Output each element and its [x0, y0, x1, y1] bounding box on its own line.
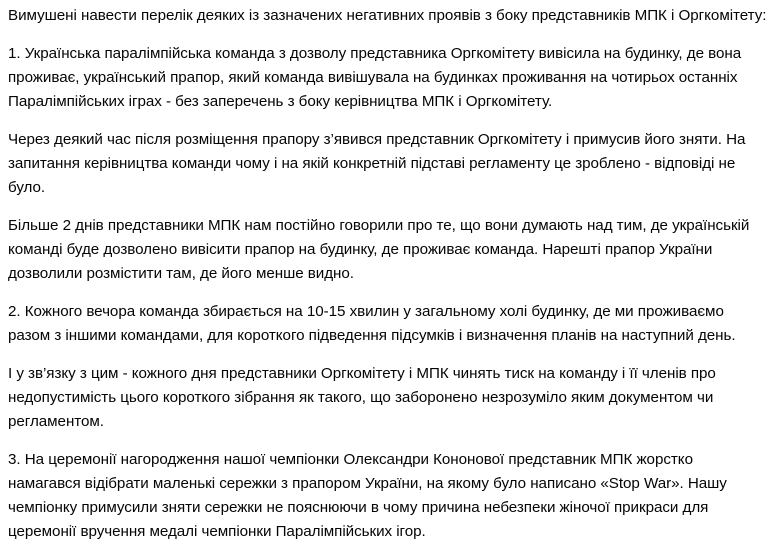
point-3-paragraph: 3. На церемонії нагородження нашої чемпіонки Олександри Кононової представник МПК жорстко намагався відібрати маленькі сережки з прапором України, на якому було написано «Stop War». Нашу чемпіонку примусили зняти сережки не пояснюючи в чому причина небезпеки жіночої прикраси для церемонії вручення медалі чемпіонки Паралімпійських ігор. — [8, 451, 727, 540]
point-2-paragraph: 2. Кожного вечора команда збирається на 10-15 хвилин у загальному холі будинку, де ми проживаємо разом з іншими командами, для короткого підведення підсумків і визначення планів на наступний день. — [8, 303, 736, 344]
point-1-paragraph: 1. Українська паралімпійська команда з дозволу представника Оргкомітету вивісила на будинку, де вона проживає, український прапор, який команда вивішувала на будинках проживання на чотирьох останніх Паралімпійських іграх - без заперечень з боку керівництва МПК і Оргкомітету. — [8, 45, 742, 110]
post-intro-paragraph: Вимушені навести перелік деяких із зазначених негативних проявів з боку представників МПК і Оргкомітету: — [8, 7, 767, 24]
flag-permission-paragraph: Більше 2 днів представники МПК нам постійно говорили про те, що вони думають над тим, де українській команді буде дозволено вивісити прапор на будинку, де проживає команда. Нарешті прапор України дозволили розмістити там, де його менше видно. — [8, 217, 750, 282]
pressure-paragraph: І у зв’язку з цим - кожного дня представники Оргкомітету і МПК чинять тиск на команду і її членів про недопустимість цього короткого зібрання як такого, що заборонено незрозуміло яким документом чи регламентом. — [8, 365, 716, 430]
flag-removal-paragraph: Через деякий час після розміщення прапору з’явився представник Оргкомітету і примусив його зняти. На запитання керівництва команди чому і на якій конкретній підставі регламенту це зроблено - відповіді не було. — [8, 131, 746, 196]
